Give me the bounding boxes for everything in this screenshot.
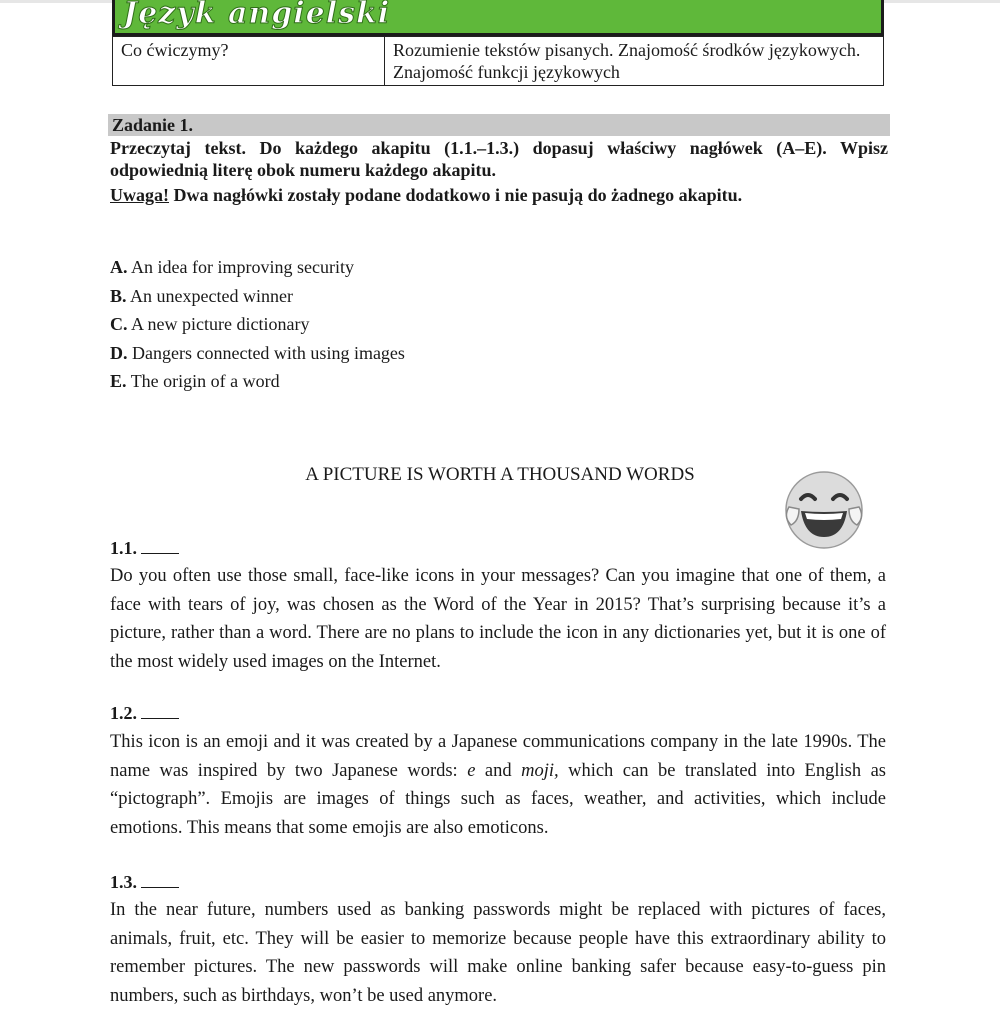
subject-banner [112,0,884,36]
heading-option-a: A. An idea for improving security [110,257,354,277]
note-label: Uwaga! [110,185,169,205]
paragraph-1-1: Do you often use those small, face-like icons in your messages? Can you imagine that one of them, a face with tears of joy, was chosen as the Word of the Year in 2015? That’s surprising because it’s a picture, rather than a word. There are no plans to include the icon in any dictionaries yet, but it is one of the most widely used images on the Internet. [110,566,886,672]
task-heading-bar [108,114,890,136]
heading-option-c: C. A new picture dictionary [110,314,310,334]
exercise-info-table [112,36,884,86]
subject-title: Język angielski [123,0,391,31]
paragraph-number-1-3: 1.3. [110,872,179,893]
heading-option-b: B. An unexpected winner [110,285,293,306]
note-text: Dwa nagłówki zostały podane dodatkowo i nie pasują do żadnego akapitu. [169,185,743,205]
paragraph-1-2: This icon is an emoji and it was created by a Japanese communications company in the late 1990s. The name was inspired by two Japanese words: e and moji, which can be translated into English as “pictograph”. Emojis are images of things such as faces, weather, and activities, which include emotions. This means that some emojis are also emoticons. [110,732,886,838]
task-title: Zadanie 1. [112,115,194,135]
table-row [113,37,884,86]
row-value: Rozumienie tekstów pisanych. Znajomość środków językowych. Znajomość funkcji językowych [385,37,884,86]
answer-blank[interactable] [141,873,179,888]
article-title: A PICTURE IS WORTH A THOUSAND WORDS [305,464,695,485]
answer-blank[interactable] [141,539,179,554]
task-instruction: Przeczytaj tekst. Do każdego akapitu (1.1.–1.3.) dopasuj właściwy nagłówek (A–E). Wpisz odpowiednią literę obok numeru każdego akapitu. [110,138,888,180]
heading-option-e: E. The origin of a word [110,371,280,391]
row-label: Co ćwiczymy? [113,37,385,86]
heading-option-d: D. Dangers connected with using images [110,342,405,363]
headings-list [110,253,405,396]
paragraph-1-3: In the near future, numbers used as banking passwords might be replaced with pictures of faces, animals, fruit, etc. They will be easier to memorize because people have this extraordinary ability to remember pictures. The new passwords will make online banking safer because easy-to-guess pin numbers, such as birthdays, won’t be used anymore. [110,900,886,1006]
face-with-tears-of-joy-icon [781,467,867,553]
paragraph-number-1-1: 1.1. [110,538,179,559]
answer-blank[interactable] [141,704,179,719]
paragraph-number-1-2: 1.2. [110,703,179,724]
task-note [110,184,888,206]
